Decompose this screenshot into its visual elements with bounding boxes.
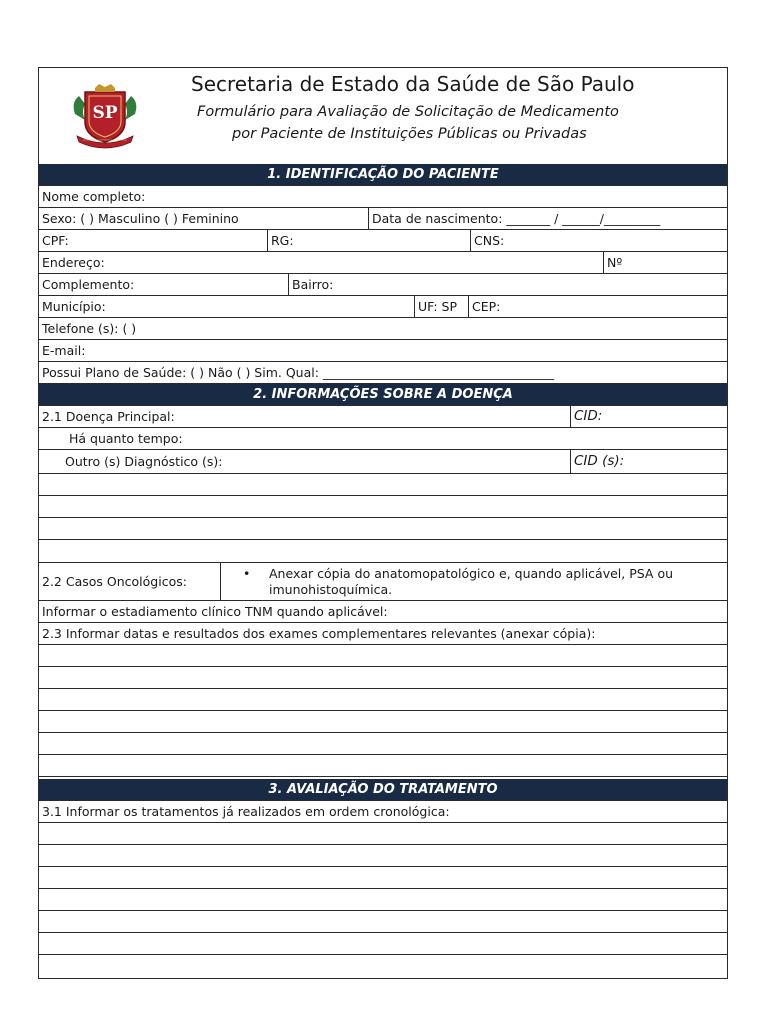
form-subtitle-line2: por Paciente de Instituições Públicas ou Privadas	[232, 126, 587, 142]
sao-paulo-coat-of-arms-icon	[69, 84, 141, 150]
blank-line[interactable]	[39, 645, 727, 667]
logo-letters: SP	[92, 103, 118, 123]
anexar-instrucao	[220, 563, 727, 600]
row-complemento	[39, 274, 727, 296]
row-plano-saude	[39, 362, 727, 384]
estadiamento-field[interactable]: Informar o estadiamento clínico TNM quando aplicável:	[42, 604, 388, 619]
uf-field[interactable]: UF: SP	[414, 296, 468, 317]
anexar-line1: Anexar cópia do anatomopatológico e, quando aplicável, PSA ou	[269, 566, 674, 581]
cep-field[interactable]: CEP:	[468, 296, 727, 317]
row-sexo	[39, 208, 727, 230]
section-2-header: 2. INFORMAÇÕES SOBRE A DOENÇA	[39, 384, 727, 406]
municipio-field[interactable]: Município:	[42, 299, 106, 314]
blank-line[interactable]	[39, 667, 727, 689]
outros-diagnosticos-field[interactable]: Outro (s) Diagnóstico (s):	[65, 454, 223, 469]
plano-saude-field[interactable]: Possui Plano de Saúde: ( ) Não ( ) Sim. Qual: _____________________________________	[42, 365, 555, 380]
blank-line[interactable]	[39, 689, 727, 711]
email-field[interactable]: E-mail:	[42, 343, 86, 358]
row-exames	[39, 623, 727, 645]
complemento-field[interactable]: Complemento:	[42, 277, 135, 292]
form-subtitle-line1: Formulário para Avaliação de Solicitação de Medicamento	[197, 104, 619, 120]
anexar-line2: imunohistoquímica.	[269, 582, 393, 597]
row-doenca-principal	[39, 406, 727, 428]
doenca-principal-field[interactable]: 2.1 Doença Principal:	[42, 409, 175, 424]
blank-line[interactable]	[39, 540, 727, 563]
row-estadiamento	[39, 601, 727, 623]
form-header	[39, 68, 727, 165]
cns-field[interactable]: CNS:	[470, 230, 727, 251]
tratamentos-field[interactable]: 3.1 Informar os tratamentos já realizados em ordem cronológica:	[42, 804, 450, 819]
page-title: Secretaria de Estado da Saúde de São Paulo	[191, 72, 635, 96]
row-endereco	[39, 252, 727, 274]
blank-line[interactable]	[39, 845, 727, 867]
row-documentos	[39, 230, 727, 252]
blank-line[interactable]	[39, 933, 727, 955]
row-municipio	[39, 296, 727, 318]
blank-line[interactable]	[39, 711, 727, 733]
row-casos-oncologicos	[39, 563, 727, 601]
telefone-field[interactable]: Telefone (s): ( )	[42, 321, 137, 336]
blank-line[interactable]	[39, 867, 727, 889]
bullet-icon: •	[243, 566, 251, 581]
endereco-field[interactable]: Endereço:	[42, 255, 105, 270]
blank-line[interactable]	[39, 955, 727, 977]
blank-line[interactable]	[39, 496, 727, 518]
rg-field[interactable]: RG:	[267, 230, 470, 251]
blank-line[interactable]	[39, 474, 727, 496]
row-outros-diagnosticos	[39, 450, 727, 474]
blank-line[interactable]	[39, 911, 727, 933]
cpf-field[interactable]: CPF:	[42, 233, 69, 248]
ha-quanto-tempo-field[interactable]: Há quanto tempo:	[69, 431, 183, 446]
row-telefone	[39, 318, 727, 340]
blank-line[interactable]	[39, 823, 727, 845]
row-tratamentos	[39, 801, 727, 823]
nome-completo-field[interactable]: Nome completo:	[42, 189, 146, 204]
section-1-header: 1. IDENTIFICAÇÃO DO PACIENTE	[39, 164, 727, 186]
row-nome	[39, 186, 727, 208]
casos-oncologicos-label: 2.2 Casos Oncológicos:	[42, 574, 187, 589]
cid-field[interactable]: CID:	[570, 406, 727, 427]
blank-line[interactable]	[39, 733, 727, 755]
data-nascimento-field[interactable]: Data de nascimento: _______ / ______/_________	[368, 208, 727, 229]
row-tempo	[39, 428, 727, 450]
medication-request-form	[38, 67, 728, 979]
blank-line[interactable]	[39, 518, 727, 540]
bairro-field[interactable]: Bairro:	[288, 274, 727, 295]
blank-line[interactable]	[39, 755, 727, 777]
sexo-field[interactable]: Sexo: ( ) Masculino ( ) Feminino	[42, 211, 239, 226]
numero-field[interactable]: Nº	[603, 252, 727, 273]
row-email	[39, 340, 727, 362]
blank-line[interactable]	[39, 889, 727, 911]
cids-field[interactable]: CID (s):	[570, 450, 727, 473]
exames-field[interactable]: 2.3 Informar datas e resultados dos exames complementares relevantes (anexar cópia):	[42, 626, 596, 641]
section-3-header: 3. AVALIAÇÃO DO TRATAMENTO	[39, 779, 727, 801]
